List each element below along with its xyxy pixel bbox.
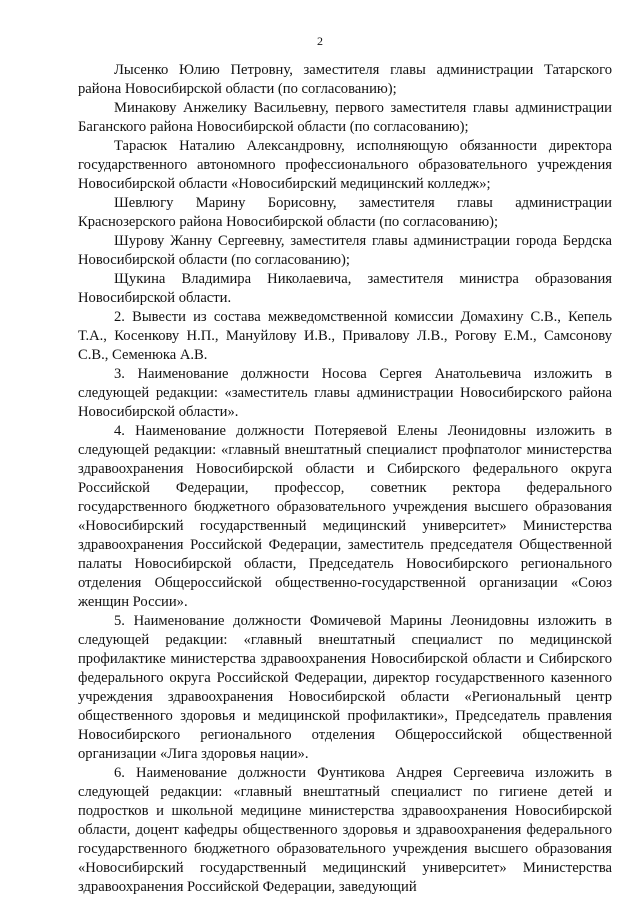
paragraph-item-5-fomicheva: 5. Наименование должности Фомичевой Марины Леонидовны изложить в следующей редакции: «главный внештатный специалист по медицинской профилактике министерства здравоохранения Новосибирской области и Сибирского федерального округа Российской Федерации, директор государственного казенного учреждения здравоохранения Новосибирской области «Региональный центр общественного здоровья и медицинской профилактики», Председатель правления Новосибирского регионального отделения Общероссийской общественной организации «Лига здоровья нации».	[78, 613, 612, 762]
page-number: 2	[317, 34, 323, 48]
paragraph-item-4-poteryaeva: 4. Наименование должности Потеряевой Елены Леонидовны изложить в следующей редакции: «главный внештатный специалист профпатолог министерства здравоохранения Новосибирской области и Сибирского федерального округа Российской Федерации, профессор, советник ректора федерального государственного бюджетного образовательного учреждения высшего образования «Новосибирский государственный медицинский университет» Министерства здравоохранения Российской Федерации, заместитель председателя Общественной палаты Новосибирской области, Председатель Новосибирского регионального отделения Общероссийской общественно-государственной организации «Союз женщин России».	[78, 423, 612, 610]
paragraph-shevlyuga: Шевлюгу Марину Борисовну, заместителя главы администрации Краснозерского района Новосибирской области (по согласованию);	[78, 195, 612, 230]
paragraph-lysenko: Лысенко Юлию Петровну, заместителя главы администрации Татарского района Новосибирской области (по согласованию);	[78, 62, 612, 97]
paragraph-item-2-removal: 2. Вывести из состава межведомственной комиссии Домахину С.В., Кепель Т.А., Косенкову Н.П., Мануйлову И.В., Привалову Л.В., Рогову Е.М., Самсонову С.В., Семенюка А.В.	[78, 309, 612, 363]
paragraph-minakova: Минакову Анжелику Васильевну, первого заместителя главы администрации Баганского района Новосибирской области (по согласованию);	[78, 100, 612, 135]
paragraph-shurova: Шурову Жанну Сергеевну, заместителя главы администрации города Бердска Новосибирской области (по согласованию);	[78, 233, 612, 268]
document-body	[78, 61, 612, 897]
paragraph-item-6-funtikov: 6. Наименование должности Фунтикова Андрея Сергеевича изложить в следующей редакции: «главный внештатный специалист по гигиене детей и подростков и школьной медицине министерства здравоохранения Новосибирской области, доцент кафедры общественного здоровья и здравоохранения федерального государственного бюджетного образовательного учреждения высшего образования «Новосибирский государственный медицинский университет» Министерства здравоохранения Российской Федерации, заведующий	[78, 765, 612, 895]
paragraph-tarasyuk: Тарасюк Наталию Александровну, исполняющую обязанности директора государственного автономного профессионального образовательного учреждения Новосибирской области «Новосибирский медицинский колледж»;	[78, 138, 612, 192]
paragraph-item-3-nosov: 3. Наименование должности Носова Сергея Анатольевича изложить в следующей редакции: «заместитель главы администрации Новосибирского района Новосибирской области».	[78, 366, 612, 420]
paragraph-shchukin: Щукина Владимира Николаевича, заместителя министра образования Новосибирской области.	[78, 271, 612, 306]
